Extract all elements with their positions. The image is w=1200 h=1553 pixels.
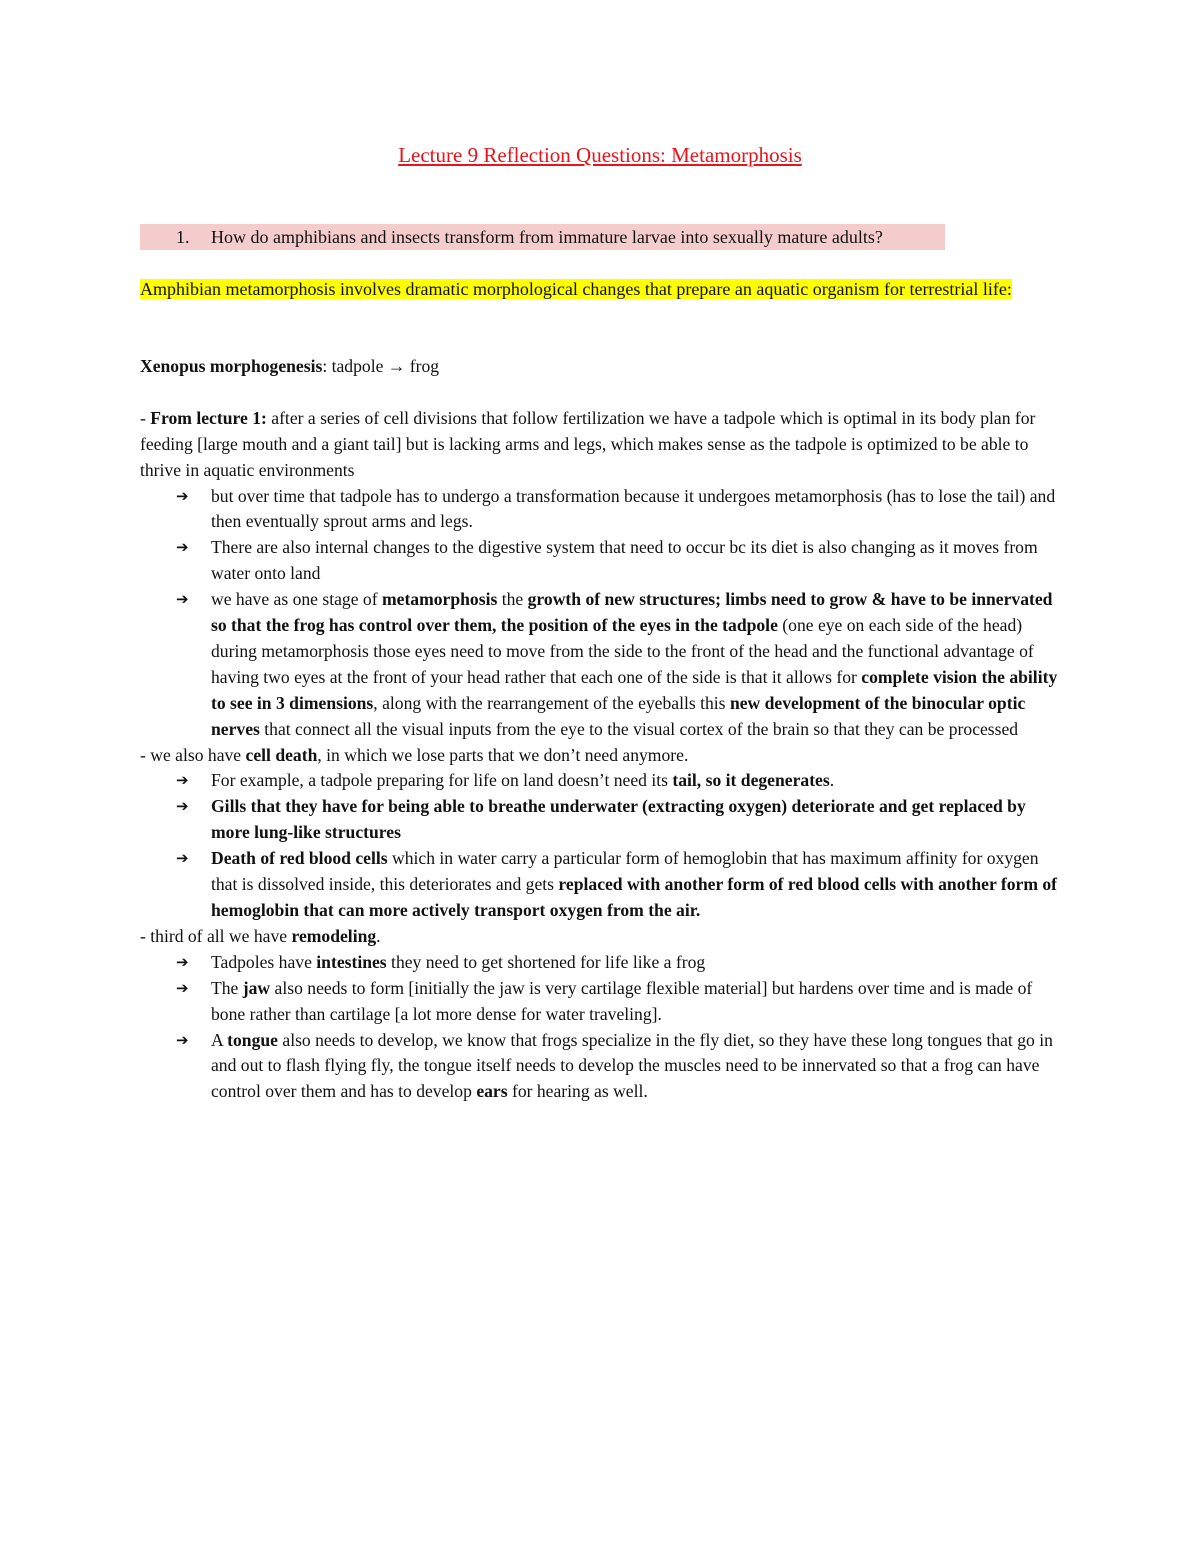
list-item-text: , along with the rearrangement of the eyeballs this [373, 692, 730, 713]
remodeling-text: . [376, 925, 381, 946]
lecture1-label: From lecture 1: [150, 407, 267, 428]
list-item-text: also needs to form [initially the jaw is very cartilage flexible material] but hardens over time and is made of bone rather than cartilage [a lot more dense for water traveling]. [211, 977, 1033, 1024]
list-item-text: which in water carry a particular form of hemoglobin that has maximum affinity for oxygen that is dissolved inside, this deteriorates and gets [211, 848, 1039, 895]
bold-optic: new development of the binocular optic nerves [211, 692, 1026, 739]
list-item [140, 587, 1065, 742]
bold-ears: ears [476, 1081, 508, 1102]
arrow-icon: ➔ [176, 849, 189, 868]
page-title: Lecture 9 Reflection Questions: Metamorphosis [398, 143, 802, 167]
list-item [140, 846, 1065, 924]
remodeling-paragraph [140, 924, 1065, 950]
cell-death-text: , in which we lose parts that we don’t need anymore. [317, 744, 689, 765]
list-item-text: that connect all the visual inputs from the eye to the visual cortex of the brain so that they can be processed [259, 718, 1019, 739]
list-item-text: A [211, 1029, 228, 1050]
list-item-text: we have as one stage of [211, 589, 382, 610]
bold-tongue: tongue [227, 1029, 278, 1050]
question-number: 1. [176, 227, 190, 247]
lecture1-paragraph [140, 406, 1065, 484]
bold-intestines: intestines [316, 951, 387, 972]
bold-growth: growth of new structures; limbs need to grow & have to be innervated so that the frog has control over them, the position of the eyes in the tadpole [211, 589, 1053, 636]
arrow-icon: ➔ [176, 952, 189, 971]
arrow-icon: ➔ [176, 771, 189, 790]
list-item-text: Tadpoles have [211, 951, 317, 972]
question-text: How do amphibians and insects transform from immature larvae into sexually mature adults? [211, 227, 883, 247]
arrow-icon: ➔ [176, 590, 189, 609]
list-item-text: the [497, 589, 528, 610]
bold-red-blood-cells: Death of red blood cells [211, 848, 388, 869]
list-item-text: but over time that tadpole has to undergo a transformation because it undergoes metamorphosis (has to lose the tail) and then eventually sprout arms and legs. [211, 485, 1056, 532]
dash: - [140, 407, 151, 428]
arrow-icon: ➔ [176, 797, 189, 816]
list-item [140, 768, 1065, 794]
bold-vision: complete vision the ability to see in 3 dimensions [211, 666, 1058, 713]
list-item-text: for hearing as well. [507, 1081, 648, 1102]
list-item [140, 484, 1065, 536]
lecture1-text: after a series of cell divisions that follow fertilization we have a tadpole which is optimal in its body plan for feeding [large mouth and a giant tail] but is lacking arms and legs, which makes sense as the tadpole is optimized to be able to thrive in aquatic environments [140, 407, 1036, 480]
bold-gills: Gills that they have for being able to breathe underwater (extracting oxygen) deteriorate and get replaced by more lung-like structures [211, 796, 1026, 843]
cell-death-paragraph [140, 743, 1065, 769]
bold-tail: tail, so it degenerates [672, 770, 830, 791]
list-item [140, 1028, 1065, 1106]
xenopus-line [140, 354, 1065, 380]
list-item [140, 794, 1065, 846]
list-item-text: . [829, 770, 835, 791]
remodeling-label: remodeling [291, 925, 377, 946]
bold-metamorphosis: metamorphosis [381, 589, 498, 610]
arrow-icon: ➔ [176, 538, 189, 557]
list-item-text: (one eye on each side of the head) during metamorphosis those eyes need to move from the side to the front of the head and the functional advantage of having two eyes at the front of your head rather that each one of the side is that it allows for [211, 615, 1034, 687]
intro-paragraph [140, 276, 1060, 302]
cell-death-prefix: - we also have [140, 744, 246, 765]
spacer [140, 380, 1065, 406]
intro-highlight: Amphibian metamorphosis involves dramatic morphological changes that prepare an aquatic organism for terrestrial life: [140, 279, 1012, 299]
list-item-text: also needs to develop, we know that frogs specialize in the fly diet, so they have these long tongues that go in and out to flash flying fly, the tongue itself needs to develop the muscles need to be innervated so that a frog can have control over them and has to develop [211, 1029, 1053, 1102]
bold-replaced: replaced with another form of red blood cells with another form of hemoglobin that can more actively transport oxygen from the air. [211, 874, 1058, 921]
arrow-icon: ➔ [176, 1030, 189, 1049]
xenopus-label: Xenopus morphogenesis [140, 356, 323, 376]
notes-body [140, 354, 1065, 1105]
list-item [140, 535, 1065, 587]
list-item-text: they need to get shortened for life like a frog [386, 951, 706, 972]
arrow-icon: ➔ [176, 978, 189, 997]
list-item-text: For example, a tadpole preparing for life on land doesn’t need its [211, 770, 673, 791]
question-1 [140, 224, 945, 250]
list-item [140, 976, 1065, 1028]
xenopus-text: : tadpole → frog [322, 356, 440, 376]
remodeling-prefix: - third of all we have [140, 925, 292, 946]
list-item-text: There are also internal changes to the digestive system that need to occur bc its diet is also changing as it moves from water onto land [211, 537, 1038, 584]
arrow-icon: ➔ [176, 486, 189, 505]
list-item [140, 950, 1065, 976]
bold-jaw: jaw [242, 977, 271, 998]
list-item-text: The [211, 977, 243, 998]
cell-death-label: cell death [245, 744, 318, 765]
